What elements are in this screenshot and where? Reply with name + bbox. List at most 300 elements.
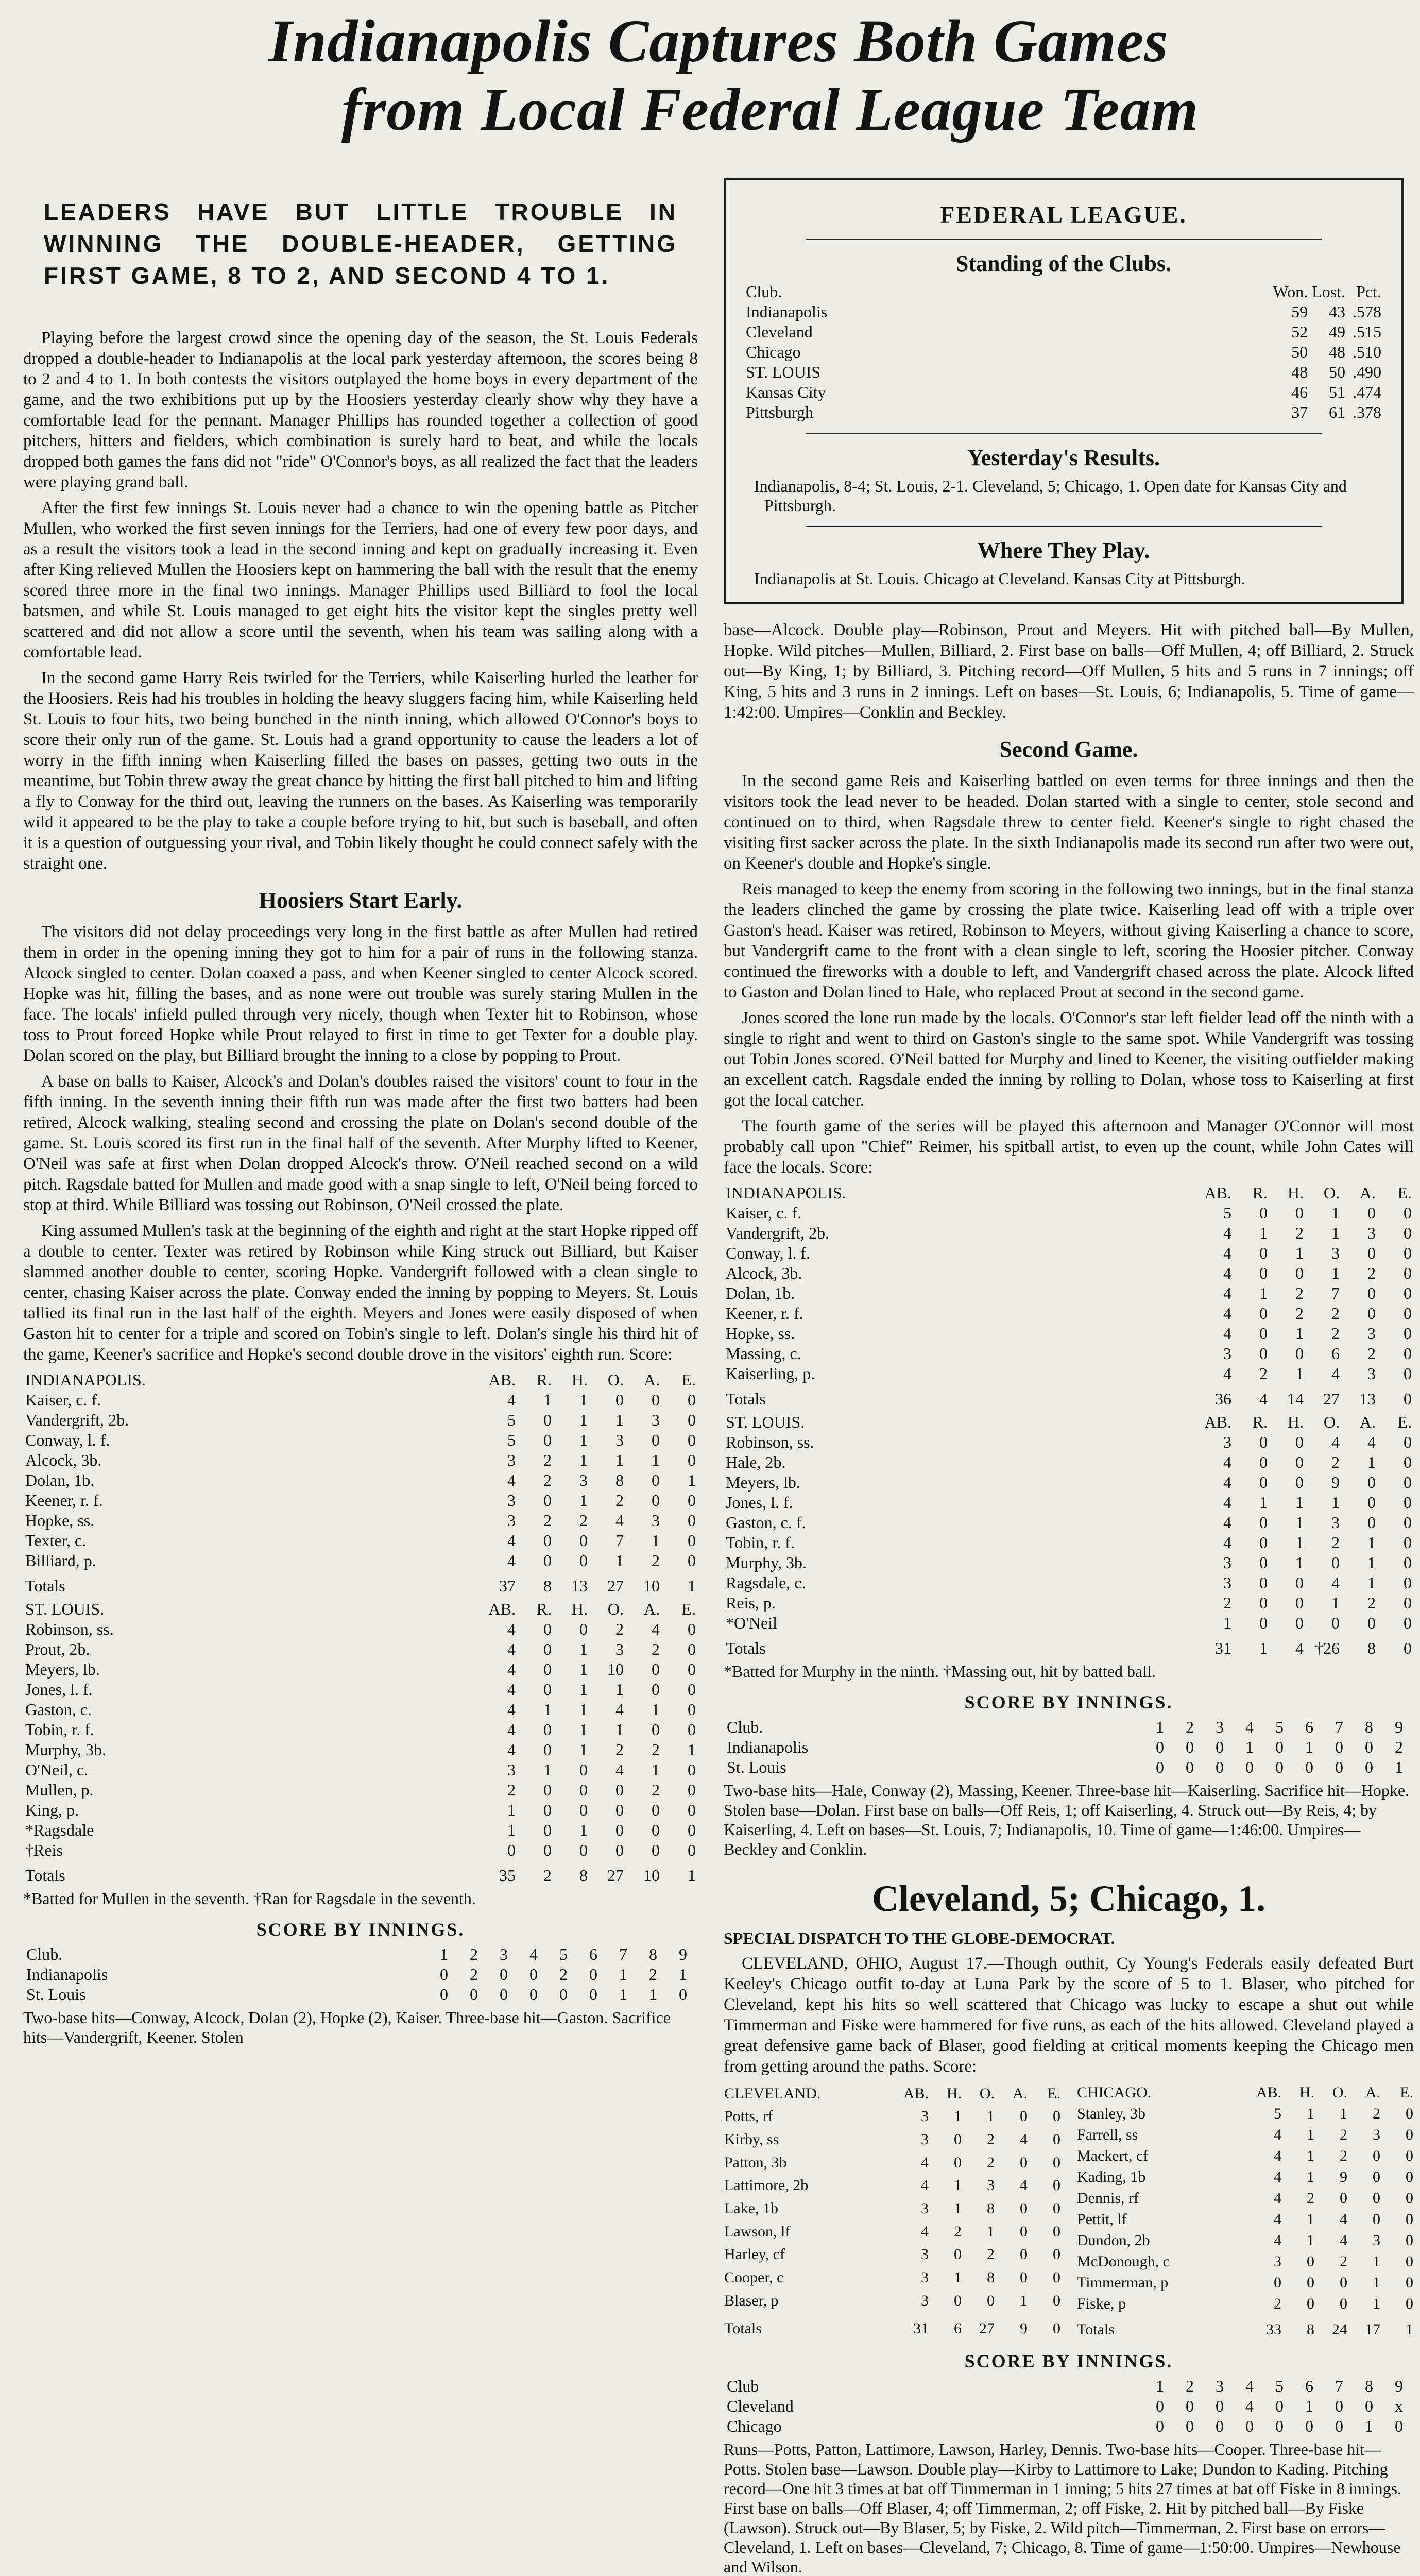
- inning-runs: 0: [1156, 2417, 1164, 2435]
- player-row: [23, 1720, 698, 1740]
- column-header: AB.: [488, 1600, 516, 1618]
- stat-cell: 1: [579, 1660, 588, 1679]
- stat-cell: 1: [954, 2108, 962, 2125]
- stat-cell: 4: [1223, 1473, 1231, 1492]
- stat-cell: 1: [1295, 1244, 1304, 1262]
- stat-cell: 0: [1404, 1284, 1412, 1302]
- total-cell: 0: [1404, 1389, 1412, 1408]
- player-row: [724, 1324, 1414, 1344]
- column-header: A.: [1365, 2084, 1380, 2101]
- stat-cell: 2: [1331, 1453, 1340, 1471]
- totals-row: [724, 2312, 1061, 2340]
- total-cell: 37: [499, 1577, 516, 1595]
- standings-header-row: [744, 282, 1383, 302]
- column-header: Won.: [1273, 282, 1308, 301]
- story-paragraph: In the second game Reis and Kaiserling battled on even terms for three innings and then the visitors took the lead never to be headed. Dolan started with a single to center, stole second and continued on to third, when Ragsdale threw to center field. Keener's single to right chased the visiting first sacker across the plate. In the sixth Indianapolis made its second run after two were out, on Keener's double and Hopke's single.: [724, 772, 1414, 873]
- cleveland-score-by-innings: [724, 2376, 1414, 2436]
- stat-cell: 1: [543, 1700, 552, 1719]
- player-name: Blaser, p: [724, 2292, 779, 2309]
- stat-cell: 4: [1274, 2232, 1281, 2249]
- total-cell: 24: [1332, 2321, 1347, 2338]
- player-name: Lattimore, 2b: [724, 2177, 809, 2194]
- column-header: H.: [571, 1370, 588, 1389]
- stat-cell: 4: [1223, 1224, 1231, 1242]
- stat-cell: 2: [615, 1740, 624, 1759]
- stat-cell: 6: [1331, 1344, 1340, 1363]
- inning-number: 5: [1275, 1718, 1284, 1736]
- player-name: Texter, c.: [25, 1531, 87, 1550]
- stat-cell: 4: [1331, 1364, 1340, 1383]
- stat-cell: 4: [1367, 1433, 1376, 1451]
- standings-row: [744, 382, 1383, 402]
- stat-cell: 4: [1223, 1304, 1231, 1323]
- stat-cell: 0: [1020, 2108, 1028, 2125]
- player-row: [23, 1470, 698, 1490]
- column-header: E.: [1397, 1183, 1412, 1202]
- stat-cell: 1: [579, 1391, 588, 1409]
- stat-cell: 4: [507, 1551, 516, 1570]
- total-cell: 1: [1259, 1639, 1268, 1657]
- player-name: Vandergrift, 2b.: [25, 1411, 129, 1429]
- stat-cell: 0: [1295, 1344, 1304, 1363]
- stat-cell: 0: [954, 2131, 962, 2148]
- player-row: [724, 1203, 1414, 1223]
- player-row: [724, 2266, 1061, 2289]
- stat-cell: 0: [652, 1491, 660, 1510]
- player-name: Kaiser, c. f.: [726, 1204, 802, 1222]
- innings-row: [23, 1985, 698, 2005]
- stat-cell: 0: [1259, 1573, 1268, 1592]
- stat-cell: 0: [1307, 2295, 1314, 2312]
- player-row: [23, 1390, 698, 1410]
- stat-cell: 4: [1331, 1433, 1340, 1451]
- stat-cell: 0: [1053, 2268, 1060, 2286]
- stat-cell: 4: [1340, 2232, 1347, 2249]
- stat-cell: 0: [1367, 1513, 1376, 1532]
- player-row: [23, 1840, 698, 1860]
- inning-runs: 0: [1216, 1738, 1224, 1756]
- innings-row: [724, 2396, 1414, 2416]
- player-name: Hopke, ss.: [726, 1324, 795, 1343]
- player-row: [23, 1800, 698, 1820]
- stat-cell: 2: [1340, 2147, 1347, 2164]
- inning-runs: 0: [1216, 2417, 1224, 2435]
- club-name: Chicago: [746, 343, 801, 361]
- stat-cell: 0: [1020, 2268, 1028, 2286]
- inning-number: 6: [589, 1945, 597, 1963]
- stat-cell: 0: [1259, 1553, 1268, 1572]
- column-header: H.: [1287, 1183, 1304, 1202]
- stat-cell: 3: [579, 1471, 588, 1489]
- stat-cell: 1: [688, 1740, 696, 1759]
- federal-league-standings-box: [724, 178, 1404, 604]
- player-name: Alcock, 3b.: [726, 1264, 802, 1282]
- player-name: Conway, l. f.: [726, 1244, 811, 1262]
- stat-cell: 0: [1404, 1453, 1412, 1471]
- stat-cell: 3: [1373, 2232, 1380, 2249]
- stat-cell: 1: [507, 1801, 516, 1819]
- stat-cell: 0: [1259, 1513, 1268, 1532]
- stat-cell: 0: [1406, 2274, 1413, 2291]
- stat-cell: 0: [1274, 2274, 1281, 2291]
- stat-cell: 0: [615, 1841, 624, 1859]
- chicago-box-score: [1076, 2082, 1414, 2340]
- player-name: Mullen, p.: [25, 1781, 94, 1799]
- cleveland-chicago-box-scores: [724, 2082, 1414, 2340]
- stat-cell: 1: [652, 1531, 660, 1550]
- stat-cell: 0: [579, 1620, 588, 1638]
- game2-st-louis-box-score: [724, 1412, 1414, 1658]
- stat-cell: 0: [1406, 2253, 1413, 2270]
- stat-cell: 0: [543, 1740, 552, 1759]
- headline-line-2: from Local Federal League Team: [341, 76, 1199, 143]
- yesterday-results: Indianapolis, 8-4; St. Louis, 2-1. Cleveland, 5; Chicago, 1. Open date for Kansas City and Pittsburgh.: [754, 477, 1347, 515]
- stat-cell: 0: [1406, 2211, 1413, 2228]
- stat-cell: 4: [507, 1391, 516, 1409]
- stat-cell: 1: [987, 2223, 995, 2240]
- box-header-row: [23, 1599, 698, 1619]
- team-name: ST. LOUIS.: [726, 1413, 805, 1431]
- game1-footnote: *Batted for Mullen in the seventh. †Ran for Ragsdale in the seventh.: [23, 1889, 476, 1908]
- stat-cell: 1: [1259, 1284, 1268, 1302]
- stat-cell: 0: [579, 1551, 588, 1570]
- stat-cell: 2: [987, 2154, 995, 2171]
- inning-number: 3: [500, 1945, 508, 1963]
- game2-score-by-innings: [724, 1717, 1414, 1777]
- stat-cell: 4: [1223, 1453, 1231, 1471]
- stat-cell: 0: [1404, 1304, 1412, 1323]
- stat-cell: 0: [1340, 2274, 1347, 2291]
- stat-cell: 8: [987, 2268, 995, 2286]
- player-name: Kaiserling, p.: [726, 1364, 815, 1383]
- stat-cell: 1: [1259, 1493, 1268, 1512]
- stat-cell: 0: [543, 1781, 552, 1799]
- player-row: [23, 1659, 698, 1680]
- stat-cell: 0: [1404, 1573, 1412, 1592]
- standing-cell: .515: [1353, 323, 1381, 341]
- stat-cell: 1: [507, 1821, 516, 1839]
- stat-cell: 1: [1331, 1493, 1340, 1512]
- player-row: [724, 1533, 1414, 1553]
- player-row: [724, 2105, 1061, 2128]
- stat-cell: 1: [1307, 2232, 1314, 2249]
- player-name: Jones, l. f.: [726, 1493, 793, 1512]
- player-name: Pettit, lf: [1077, 2211, 1127, 2228]
- player-row: [1076, 2166, 1414, 2188]
- stat-cell: 2: [652, 1640, 660, 1658]
- stat-cell: 2: [543, 1511, 552, 1530]
- stat-cell: 0: [1053, 2246, 1060, 2263]
- inning-number: 5: [559, 1945, 568, 1963]
- column-header: E.: [1400, 2084, 1413, 2101]
- total-cell: 31: [913, 2319, 929, 2337]
- stat-cell: 0: [1295, 1433, 1304, 1451]
- player-row: [23, 1410, 698, 1430]
- stat-cell: 5: [507, 1431, 516, 1449]
- player-name: *Ragsdale: [25, 1821, 94, 1839]
- inning-runs: 0: [1156, 1738, 1164, 1756]
- player-row: [724, 1344, 1414, 1364]
- stat-cell: 2: [652, 1740, 660, 1759]
- player-row: [724, 2151, 1061, 2174]
- stat-cell: 0: [688, 1620, 696, 1638]
- stat-cell: 1: [954, 2177, 962, 2194]
- stat-cell: 1: [615, 1680, 624, 1699]
- inning-runs: 2: [649, 1965, 657, 1984]
- stat-cell: 1: [1259, 1224, 1268, 1242]
- stat-cell: 0: [1404, 1244, 1412, 1262]
- stat-cell: 0: [1331, 1614, 1340, 1632]
- totals-row: [23, 1571, 698, 1596]
- inning-runs: 2: [1395, 1738, 1403, 1756]
- player-row: [1076, 2103, 1414, 2124]
- stat-cell: 0: [1295, 1473, 1304, 1492]
- stat-cell: 4: [1223, 1284, 1231, 1302]
- stat-cell: 1: [1331, 1594, 1340, 1612]
- stat-cell: 0: [1367, 1284, 1376, 1302]
- column-header: A.: [1359, 1413, 1376, 1431]
- total-cell: 6: [954, 2319, 962, 2337]
- stat-cell: 3: [921, 2292, 929, 2309]
- total-cell: 36: [1215, 1389, 1231, 1408]
- stat-cell: 2: [543, 1471, 552, 1489]
- stat-cell: 0: [954, 2246, 962, 2263]
- inning-runs: 0: [1216, 2397, 1224, 2415]
- second-game-subhead: Second Game.: [999, 737, 1138, 762]
- stat-cell: 0: [652, 1680, 660, 1699]
- player-name: Patton, 3b: [724, 2154, 787, 2171]
- stat-cell: 2: [1373, 2105, 1380, 2122]
- inning-runs: 1: [679, 1965, 687, 1984]
- stat-cell: 1: [1331, 1264, 1340, 1282]
- stat-cell: 0: [1020, 2154, 1028, 2171]
- totals-label: Totals: [25, 1866, 65, 1885]
- inning-number: 5: [1275, 2377, 1284, 2395]
- stat-cell: 0: [1367, 1244, 1376, 1262]
- stat-cell: 0: [1259, 1244, 1268, 1262]
- player-row: [724, 2289, 1061, 2312]
- total-cell: 13: [1359, 1389, 1376, 1408]
- inning-number: 7: [1335, 2377, 1343, 2395]
- stat-cell: 1: [954, 2268, 962, 2286]
- stat-cell: 0: [1404, 1493, 1412, 1512]
- stat-cell: 0: [688, 1720, 696, 1739]
- stat-cell: 0: [1406, 2232, 1413, 2249]
- standing-cell: 50: [1329, 363, 1345, 381]
- stat-cell: 0: [1367, 1304, 1376, 1323]
- player-row: [1076, 2272, 1414, 2293]
- stat-cell: 0: [615, 1781, 624, 1799]
- total-cell: 4: [1295, 1639, 1304, 1657]
- stat-cell: 2: [1331, 1304, 1340, 1323]
- stat-cell: 1: [543, 1760, 552, 1779]
- inning-runs: 1: [1305, 1738, 1313, 1756]
- column-header: AB.: [1256, 2084, 1281, 2101]
- stat-cell: 2: [579, 1511, 588, 1530]
- stat-cell: 1: [1020, 2292, 1028, 2309]
- player-row: [23, 1551, 698, 1571]
- standing-cell: 37: [1291, 403, 1308, 421]
- player-row: [23, 1450, 698, 1470]
- story-paragraph: Jones scored the lone run made by the locals. O'Connor's star left fielder lead off the ninth with a single to right and went to third on Gaston's single to the same spot. While Vandergrift was tossing out Tobin Jones scored. O'Neil batted for Murphy and lined to Keener, the visiting outfielder making an excellent catch. Ragsdale ended the inning by rolling to Dolan, whose toss to Kaiserling at first got the local catcher.: [724, 1009, 1414, 1110]
- player-row: [724, 1263, 1414, 1283]
- player-name: Timmerman, p: [1077, 2274, 1169, 2291]
- player-name: Lake, 1b: [724, 2200, 778, 2217]
- game2-indianapolis-box-score: [724, 1183, 1414, 1409]
- inning-number: 3: [1216, 2377, 1224, 2395]
- stat-cell: 0: [1373, 2168, 1380, 2185]
- player-name: Kading, 1b: [1077, 2168, 1146, 2185]
- stat-cell: 0: [1404, 1553, 1412, 1572]
- stat-cell: 3: [1331, 1513, 1340, 1532]
- stat-cell: 3: [507, 1491, 516, 1510]
- player-row: [724, 1223, 1414, 1243]
- inning-runs: 0: [1245, 2417, 1254, 2435]
- stat-cell: 0: [543, 1531, 552, 1550]
- inning-number: 2: [1186, 2377, 1194, 2395]
- inning-runs: 1: [1245, 1738, 1254, 1756]
- inning-number: 9: [679, 1945, 687, 1963]
- game2-footnote: *Batted for Murphy in the ninth. †Massing out, hit by batted ball.: [724, 1662, 1156, 1681]
- stat-cell: 1: [579, 1821, 588, 1839]
- inning-runs: 0: [1216, 1758, 1224, 1776]
- stat-cell: 0: [1020, 2223, 1028, 2240]
- inning-runs: 0: [1186, 2397, 1194, 2415]
- column-header: E.: [681, 1600, 696, 1618]
- total-cell: 4: [1259, 1389, 1268, 1408]
- team-name: CLEVELAND.: [724, 2084, 821, 2102]
- inning-runs: 0: [1186, 1738, 1194, 1756]
- stat-cell: 4: [507, 1720, 516, 1739]
- stat-cell: 1: [1295, 1493, 1304, 1512]
- stat-cell: 7: [1331, 1284, 1340, 1302]
- stat-cell: 2: [1331, 1324, 1340, 1343]
- column-header: O.: [1332, 2084, 1347, 2101]
- inning-runs: 0: [589, 1965, 597, 1984]
- stat-cell: 3: [507, 1451, 516, 1469]
- stat-cell: 0: [1259, 1324, 1268, 1343]
- where-they-play: Indianapolis at St. Louis. Chicago at Cleveland. Kansas City at Pittsburgh.: [754, 569, 1245, 588]
- stat-cell: 0: [543, 1801, 552, 1819]
- total-cell: 35: [499, 1866, 516, 1885]
- player-row: [724, 1553, 1414, 1573]
- stat-cell: 0: [1053, 2292, 1060, 2309]
- stat-cell: 1: [1295, 1324, 1304, 1343]
- divider: [806, 433, 1322, 434]
- column-header: O.: [1323, 1183, 1340, 1202]
- stat-cell: 2: [987, 2246, 995, 2263]
- headline-line-1: Indianapolis Captures Both Games: [268, 7, 1169, 75]
- inning-runs: 1: [649, 1985, 657, 2004]
- club-name: Cleveland: [746, 323, 813, 341]
- stat-cell: 0: [688, 1391, 696, 1409]
- player-name: Dennis, rf: [1077, 2190, 1139, 2207]
- inning-runs: 0: [470, 1985, 478, 2004]
- stat-cell: 0: [1340, 2295, 1347, 2312]
- inning-runs: 0: [1186, 1758, 1194, 1776]
- player-row: [23, 1430, 698, 1450]
- total-cell: 14: [1287, 1389, 1304, 1408]
- stat-cell: 8: [615, 1471, 624, 1489]
- inning-runs: 1: [619, 1965, 627, 1984]
- column-header: Pct.: [1356, 282, 1381, 301]
- stat-cell: 1: [615, 1451, 624, 1469]
- innings-header-row: [724, 2376, 1414, 2396]
- stat-cell: 0: [688, 1451, 696, 1469]
- stat-cell: 4: [507, 1700, 516, 1719]
- total-cell: 13: [571, 1577, 588, 1595]
- stat-cell: 0: [543, 1431, 552, 1449]
- player-name: Dolan, 1b.: [726, 1284, 795, 1302]
- player-name: King, p.: [25, 1801, 79, 1819]
- stat-cell: 1: [652, 1700, 660, 1719]
- story-paragraph: After the first few innings St. Louis never had a chance to win the opening battle as Pitcher Mullen, who worked the first seven innings for the Terriers, had one of every few poor days, and as a result the visitors took a lead in the second inning and kept on gradually increasing it. Even after King relieved Mullen the Hoosiers kept on hammering the ball with the result that the enemy scored three more in the final two innings. Manager Phillips used Billiard to fool the local batsmen, and while St. Louis managed to get eight hits the visitor kept the singles pretty well scattered and did not allow a score until the seventh, when his team was sailing along with a comfortable lead.: [23, 499, 698, 662]
- stat-cell: 0: [1404, 1433, 1412, 1451]
- inning-runs: 0: [1365, 1758, 1373, 1776]
- stat-cell: 1: [1223, 1614, 1231, 1632]
- special-dispatch-line: SPECIAL DISPATCH TO THE GLOBE-DEMOCRAT.: [724, 1929, 1115, 1947]
- stat-cell: 2: [1340, 2126, 1347, 2143]
- stat-cell: 0: [1259, 1433, 1268, 1451]
- stat-cell: 2: [543, 1451, 552, 1469]
- stat-cell: 1: [1295, 1533, 1304, 1552]
- lede-deck: LEADERS HAVE BUT LITTLE TROUBLE IN WINNING THE DOUBLE-HEADER, GETTING FIRST GAME, 8 TO 2, AND SECOND 4 TO 1.: [44, 198, 677, 289]
- stat-cell: 1: [579, 1740, 588, 1759]
- box-header-row: [724, 1183, 1414, 1203]
- player-name: O'Neil, c.: [25, 1760, 89, 1779]
- stat-cell: 4: [507, 1531, 516, 1550]
- column-header: E.: [1047, 2084, 1060, 2102]
- stat-cell: 2: [1367, 1594, 1376, 1612]
- stat-cell: 0: [688, 1760, 696, 1779]
- player-row: [724, 1283, 1414, 1303]
- stat-cell: 0: [543, 1680, 552, 1699]
- total-cell: 8: [579, 1866, 588, 1885]
- stat-cell: 2: [1223, 1594, 1231, 1612]
- stat-cell: 0: [652, 1660, 660, 1679]
- inning-number: 4: [1245, 1718, 1254, 1736]
- stat-cell: 0: [688, 1411, 696, 1429]
- stat-cell: 0: [1406, 2190, 1413, 2207]
- player-row: [724, 2243, 1061, 2266]
- inning-runs: 0: [1186, 2417, 1194, 2435]
- inning-runs: 1: [1365, 2417, 1373, 2435]
- total-cell: 8: [1367, 1639, 1376, 1657]
- stat-cell: 0: [1307, 2253, 1314, 2270]
- column-header: A.: [1359, 1183, 1376, 1202]
- inning-number: 2: [1186, 1718, 1194, 1736]
- where-title: Where They Play.: [977, 538, 1150, 563]
- stat-cell: 0: [1259, 1264, 1268, 1282]
- standing-cell: 59: [1291, 302, 1308, 321]
- player-name: Fiske, p: [1077, 2295, 1126, 2312]
- stat-cell: 1: [543, 1391, 552, 1409]
- stat-cell: 0: [507, 1841, 516, 1859]
- total-cell: 1: [1406, 2321, 1413, 2338]
- player-name: Massing, c.: [726, 1344, 801, 1363]
- stat-cell: 3: [507, 1760, 516, 1779]
- totals-label: Totals: [726, 1639, 766, 1657]
- inning-number: 8: [649, 1945, 657, 1963]
- stat-cell: 0: [1404, 1344, 1412, 1363]
- column-header: AB.: [1204, 1413, 1231, 1431]
- stat-cell: 0: [1331, 1553, 1340, 1572]
- stat-cell: 4: [1331, 1573, 1340, 1592]
- stat-cell: 0: [1367, 1473, 1376, 1492]
- stat-cell: 1: [1373, 2295, 1380, 2312]
- stat-cell: 0: [1404, 1614, 1412, 1632]
- game1-indianapolis-box-score: [23, 1370, 698, 1596]
